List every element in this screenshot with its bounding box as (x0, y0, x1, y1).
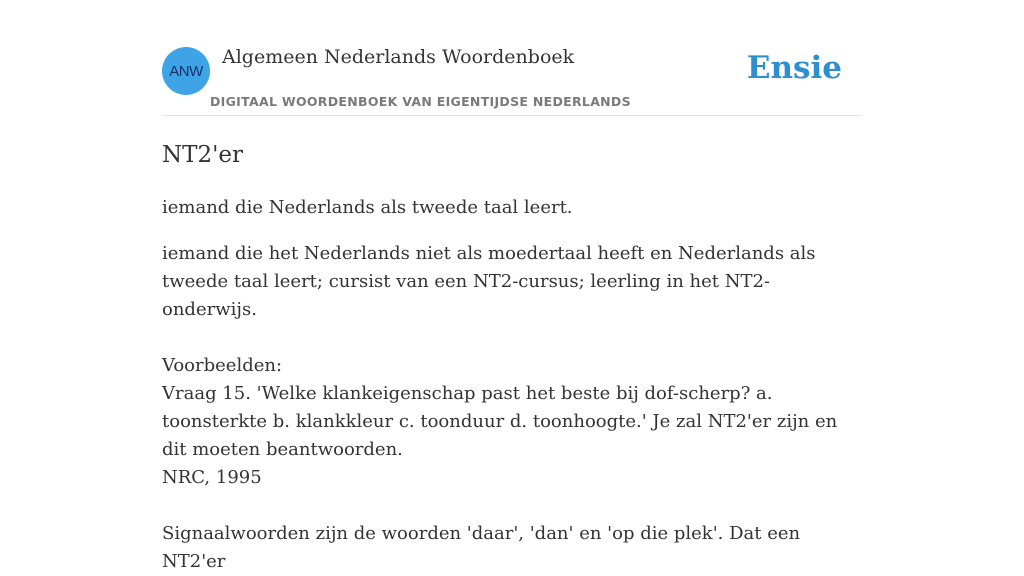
example-source: NRC, 1995 (162, 467, 262, 488)
examples-label: Voorbeelden: (162, 355, 283, 376)
anw-logo[interactable] (162, 47, 210, 95)
entry-content (162, 138, 862, 576)
site-header (162, 40, 862, 116)
entry-headword: NT2'er (162, 142, 244, 168)
example-text: Vraag 15. 'Welke klankeigenschap past het beste bij dof-scherp? a. toonsterkte b. klankkleur c. toonduur d. toonhoogte.' Je zal NT2'er zijn en dit moeten beantwoorden. (162, 383, 838, 460)
examples-section (162, 352, 862, 576)
site-title[interactable]: Algemeen Nederlands Woordenboek (222, 46, 575, 68)
site-tagline: DIGITAAL WOORDENBOEK VAN EIGENTIJDSE NEDERLANDS (210, 94, 631, 109)
example-text: Signaalwoorden zijn de woorden 'daar', 'dan' en 'op die plek'. Dat een NT2'er (162, 523, 801, 572)
example-spacer (162, 492, 862, 520)
long-definition: iemand die het Nederlands niet als moedertaal heeft en Nederlands als tweede taal leert; cursist van een NT2-cursus; leerling in het NT2-onderwijs. (162, 243, 816, 320)
ensie-brand-link[interactable]: Ensie (746, 50, 842, 86)
short-definition: iemand die Nederlands als tweede taal leert. (162, 197, 573, 218)
logo-text: ANW (169, 62, 203, 80)
